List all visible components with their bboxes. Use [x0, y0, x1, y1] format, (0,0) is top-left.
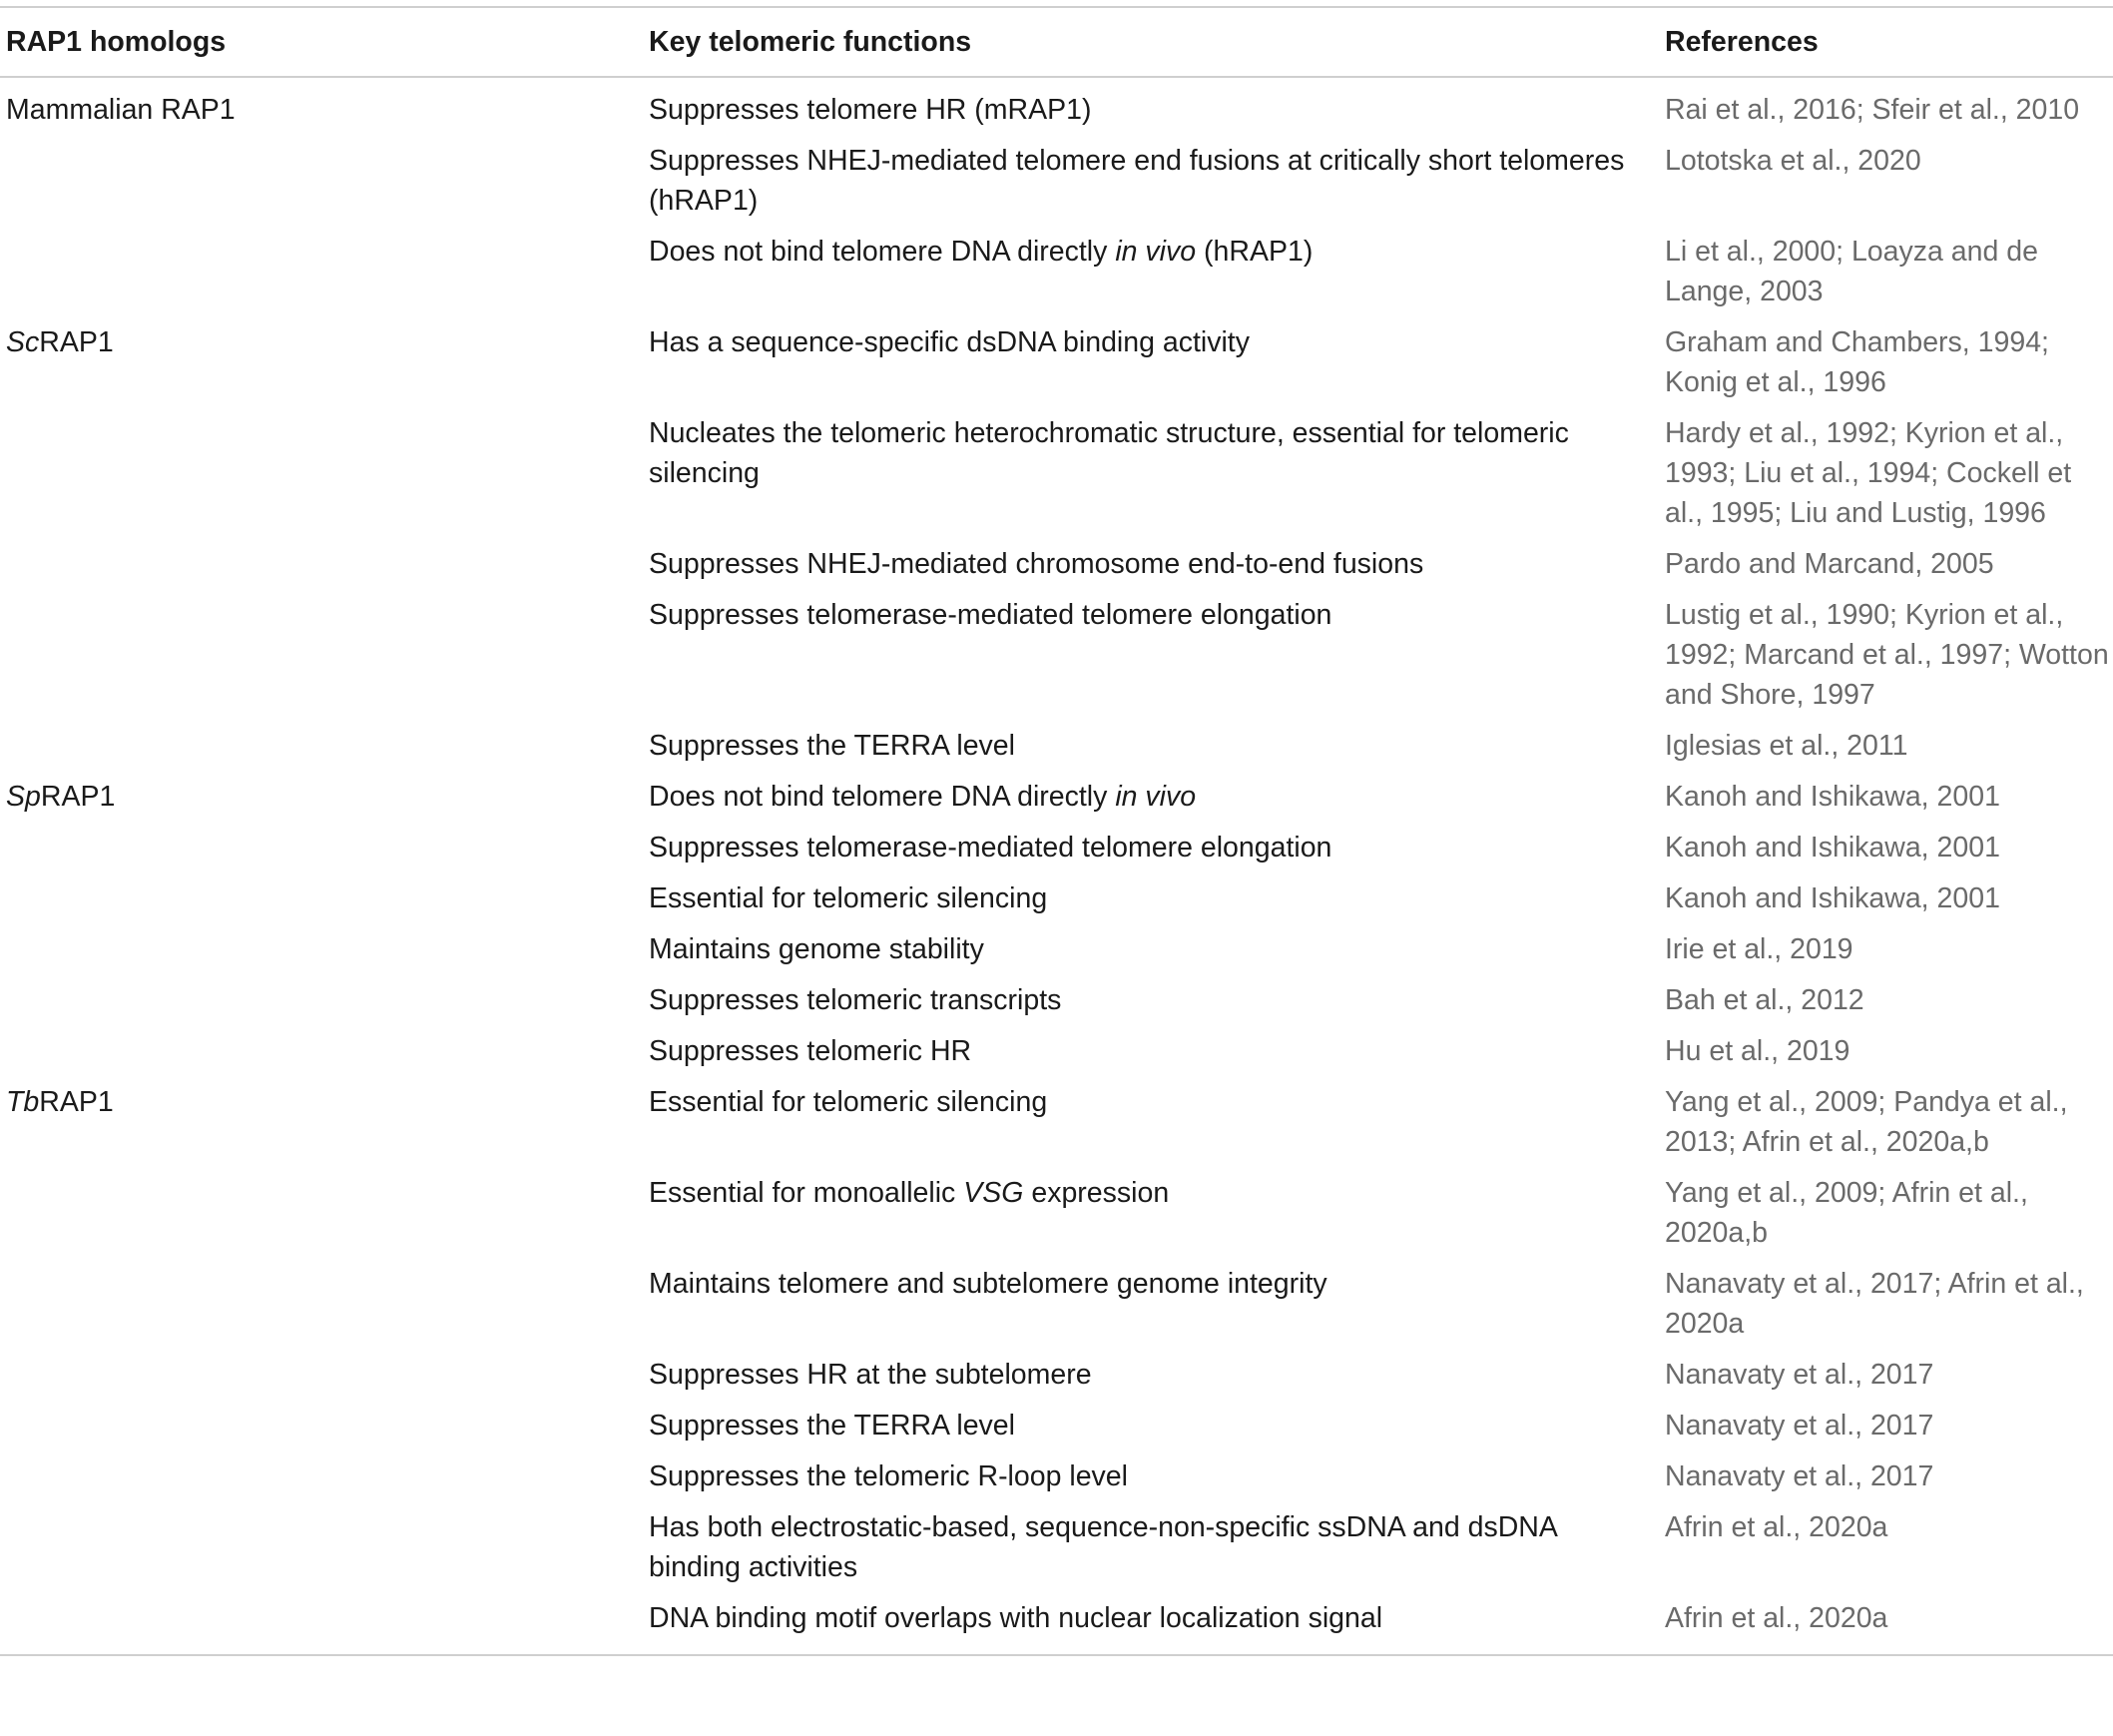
- table-header: [0, 7, 2113, 77]
- table-row: [0, 591, 2113, 722]
- reference-cell: Afrin et al., 2020a: [1665, 1511, 1888, 1543]
- reference-cell: Iglesias et al., 2011: [1665, 730, 1908, 762]
- table-row: [0, 1169, 2113, 1260]
- function-text: Essential for telomeric silencing: [649, 882, 1048, 914]
- homolog-cell: [0, 540, 649, 591]
- homolog-cell: [0, 722, 649, 773]
- function-text-italic: VSG: [963, 1177, 1024, 1209]
- table-row: [0, 824, 2113, 874]
- function-cell: [649, 1027, 1665, 1078]
- reference-cell: Yang et al., 2009; Afrin et al., 2020a,b: [1665, 1177, 2028, 1249]
- function-cell: [649, 137, 1665, 228]
- function-text: Essential for telomeric silencing: [649, 1086, 1048, 1118]
- homolog-cell: [0, 976, 649, 1027]
- homolog-cell: [0, 1503, 649, 1594]
- function-cell: [649, 1351, 1665, 1402]
- function-cell: [649, 1594, 1665, 1655]
- function-text-italic: in vivo: [1115, 781, 1197, 813]
- table-body: [0, 77, 2113, 1655]
- table-row: [0, 1503, 2113, 1594]
- function-cell: [649, 409, 1665, 540]
- header-homologs: RAP1 homologs: [6, 26, 227, 58]
- homolog-cell: [0, 228, 649, 318]
- function-text-italic: in vivo: [1115, 236, 1197, 268]
- reference-cell: Nanavaty et al., 2017: [1665, 1359, 1934, 1391]
- function-text: Suppresses the telomeric R-loop level: [649, 1460, 1128, 1492]
- table-row: [0, 540, 2113, 591]
- function-cell: [649, 773, 1665, 824]
- reference-cell: Pardo and Marcand, 2005: [1665, 548, 1994, 580]
- function-text: Suppresses NHEJ-mediated chromosome end-to-end fusions: [649, 548, 1424, 580]
- reference-cell: Nanavaty et al., 2017: [1665, 1410, 1934, 1442]
- table-row: [0, 925, 2113, 976]
- reference-cell: Bah et al., 2012: [1665, 984, 1864, 1016]
- function-text: Maintains genome stability: [649, 933, 984, 965]
- table-row: [0, 1402, 2113, 1452]
- homolog-cell: [0, 318, 649, 409]
- reference-cell: Nanavaty et al., 2017: [1665, 1460, 1934, 1492]
- table-row: [0, 137, 2113, 228]
- function-text: (hRAP1): [1196, 236, 1314, 268]
- reference-cell: Kanoh and Ishikawa, 2001: [1665, 832, 2000, 864]
- function-text: Has a sequence-specific dsDNA binding activity: [649, 326, 1250, 358]
- homolog-cell: [0, 1078, 649, 1169]
- reference-cell: Rai et al., 2016; Sfeir et al., 2010: [1665, 94, 2080, 126]
- homolog-cell: [0, 77, 649, 137]
- table-row: [0, 1452, 2113, 1503]
- homolog-cell: [0, 874, 649, 925]
- function-cell: [649, 824, 1665, 874]
- homolog-cell: [0, 1594, 649, 1655]
- reference-cell: Graham and Chambers, 1994; Konig et al., 1996: [1665, 326, 2049, 398]
- homolog-cell: [0, 137, 649, 228]
- function-text: Suppresses telomere HR (mRAP1): [649, 94, 1092, 126]
- reference-cell: Lototska et al., 2020: [1665, 145, 1921, 177]
- function-text: expression: [1023, 1177, 1170, 1209]
- function-text: Suppresses the TERRA level: [649, 730, 1015, 762]
- homolog-name: RAP1: [40, 781, 116, 813]
- homolog-name: RAP1: [39, 1086, 114, 1118]
- homolog-name: RAP1: [39, 326, 114, 358]
- homolog-cell: [0, 591, 649, 722]
- function-cell: [649, 874, 1665, 925]
- table-row: [0, 1594, 2113, 1655]
- table-row: [0, 976, 2113, 1027]
- homolog-cell: [0, 409, 649, 540]
- homolog-cell: [0, 773, 649, 824]
- function-cell: [649, 722, 1665, 773]
- function-text: DNA binding motif overlaps with nuclear localization signal: [649, 1602, 1383, 1634]
- table-row: [0, 409, 2113, 540]
- reference-cell: Li et al., 2000; Loayza and de Lange, 2003: [1665, 236, 2038, 307]
- header-row: [0, 7, 2113, 77]
- homolog-cell: [0, 1260, 649, 1351]
- function-cell: [649, 1078, 1665, 1169]
- table-row: [0, 722, 2113, 773]
- reference-cell: Kanoh and Ishikawa, 2001: [1665, 882, 2000, 914]
- table-row: [0, 1078, 2113, 1169]
- homolog-cell: [0, 925, 649, 976]
- function-cell: [649, 540, 1665, 591]
- function-text: Maintains telomere and subtelomere genome integrity: [649, 1268, 1327, 1300]
- header-functions: Key telomeric functions: [649, 26, 972, 58]
- function-text: Suppresses telomerase-mediated telomere elongation: [649, 599, 1332, 631]
- function-cell: [649, 1402, 1665, 1452]
- function-text: Suppresses the TERRA level: [649, 1410, 1015, 1442]
- reference-cell: Afrin et al., 2020a: [1665, 1602, 1888, 1634]
- table-row: [0, 874, 2113, 925]
- table-row: [0, 1260, 2113, 1351]
- function-text: Suppresses telomeric HR: [649, 1035, 972, 1067]
- function-cell: [649, 925, 1665, 976]
- table-row: [0, 228, 2113, 318]
- function-text: Has both electrostatic-based, sequence-non-specific ssDNA and dsDNA binding activities: [649, 1511, 1557, 1583]
- function-text: Suppresses NHEJ-mediated telomere end fusions at critically short telomeres (hRAP1): [649, 145, 1625, 217]
- reference-cell: Irie et al., 2019: [1665, 933, 1853, 965]
- homolog-cell: [0, 1452, 649, 1503]
- function-text: Suppresses telomeric transcripts: [649, 984, 1062, 1016]
- homolog-cell: [0, 1402, 649, 1452]
- species-prefix: Tb: [6, 1086, 40, 1118]
- table-row: [0, 773, 2113, 824]
- function-cell: [649, 1503, 1665, 1594]
- function-cell: [649, 591, 1665, 722]
- table-row: [0, 1351, 2113, 1402]
- table-row: [0, 1027, 2113, 1078]
- reference-cell: Kanoh and Ishikawa, 2001: [1665, 781, 2000, 813]
- function-cell: [649, 77, 1665, 137]
- table-row: [0, 318, 2113, 409]
- function-cell: [649, 976, 1665, 1027]
- function-cell: [649, 1260, 1665, 1351]
- homolog-cell: [0, 1027, 649, 1078]
- function-text: Essential for monoallelic: [649, 1177, 964, 1209]
- header-references: References: [1665, 26, 1819, 58]
- homolog-cell: [0, 1169, 649, 1260]
- homolog-name: Mammalian RAP1: [6, 94, 236, 126]
- function-cell: [649, 1169, 1665, 1260]
- rap1-functions-table: [0, 6, 2113, 1656]
- reference-cell: Lustig et al., 1990; Kyrion et al., 1992; Marcand et al., 1997; Wotton and Shore, 1997: [1665, 599, 2109, 711]
- function-cell: [649, 1452, 1665, 1503]
- function-text: Suppresses telomerase-mediated telomere elongation: [649, 832, 1332, 864]
- reference-cell: Yang et al., 2009; Pandya et al., 2013; Afrin et al., 2020a,b: [1665, 1086, 2068, 1158]
- reference-cell: Hu et al., 2019: [1665, 1035, 1850, 1067]
- species-prefix: Sc: [6, 326, 40, 358]
- reference-cell: Nanavaty et al., 2017; Afrin et al., 2020a: [1665, 1268, 2084, 1340]
- species-prefix: Sp: [6, 781, 41, 813]
- function-text: Nucleates the telomeric heterochromatic structure, essential for telomeric silencing: [649, 417, 1569, 489]
- homolog-cell: [0, 1351, 649, 1402]
- function-text: Does not bind telomere DNA directly: [649, 781, 1116, 813]
- function-text: Suppresses HR at the subtelomere: [649, 1359, 1092, 1391]
- table-row: [0, 77, 2113, 137]
- function-cell: [649, 228, 1665, 318]
- function-text: Does not bind telomere DNA directly: [649, 236, 1116, 268]
- reference-cell: Hardy et al., 1992; Kyrion et al., 1993; Liu et al., 1994; Cockell et al., 1995; Liu and Lustig, 1996: [1665, 417, 2072, 529]
- homolog-cell: [0, 824, 649, 874]
- function-cell: [649, 318, 1665, 409]
